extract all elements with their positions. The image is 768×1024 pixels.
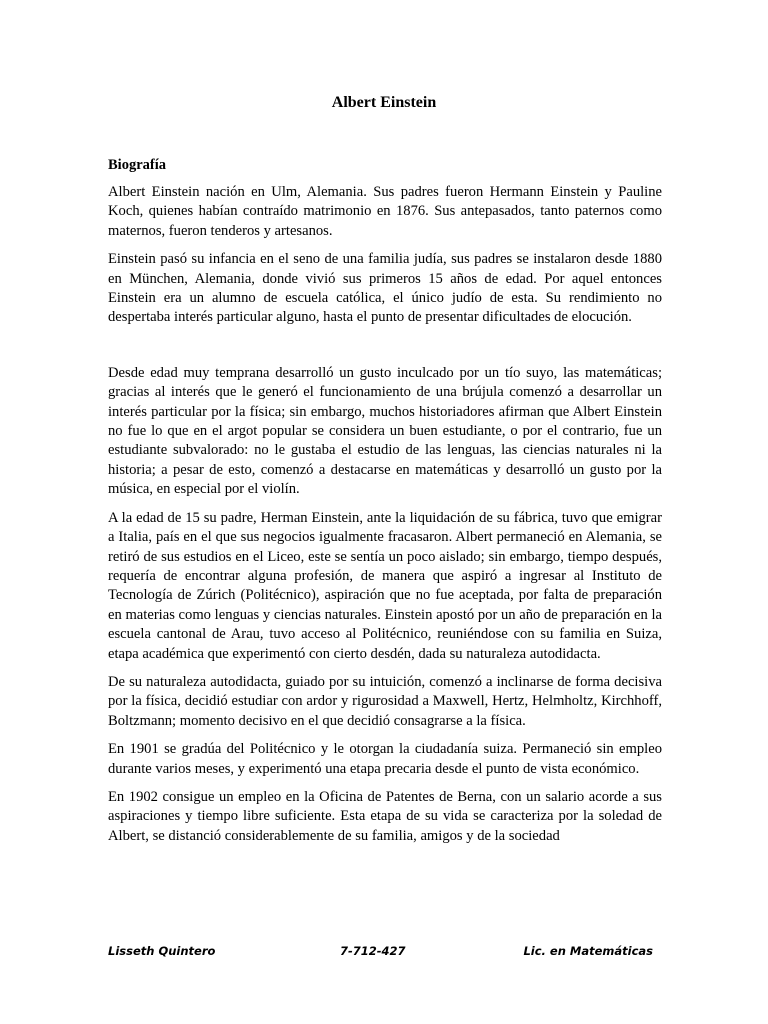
footer-degree: Lic. en Matemáticas xyxy=(523,944,653,958)
paragraph: Einstein pasó su infancia en el seno de una familia judía, sus padres se instalaron desde 1880 en München, Alemania, donde vivió sus primeros 15 años de edad. Por aquel entonces Einstein era un alumno de escuela católica, el único judío de esta. Su rendimiento no despertaba interés particular alguno, hasta el punto de presentar dificultades de elocución. xyxy=(108,251,662,326)
page-footer xyxy=(108,944,653,962)
footer-author: Lisseth Quintero xyxy=(108,944,216,958)
section-heading: Biografía xyxy=(108,157,166,173)
paragraph: En 1902 consigue un empleo en la Oficina de Patentes de Berna, con un salario acorde a sus aspiraciones y tiempo libre suficiente. Esta etapa de su vida se caracteriza por la soledad de Albert, se distanció considerablemente de su familia, amigos y de la sociedad xyxy=(108,788,662,844)
paragraph: Desde edad muy temprana desarrolló un gusto inculcado por un tío suyo, las matemáticas; gracias al interés que le generó el funcionamiento de una brújula comenzó a desarrollar un interés particular por la física; sin embargo, muchos historiadores afirman que Albert Einstein no fue lo que en el argot popular se considera un buen estudiante, o por el contrario, fue un estudiante subvalorado: no le gustaba el estudio de las lenguas, las ciencias naturales ni la historia; a pesar de esto, comenzó a destacarse en matemáticas y desarrolló un gusto por la música, en especial por el violín. xyxy=(108,364,662,498)
paragraph: A la edad de 15 su padre, Herman Einstein, ante la liquidación de su fábrica, tuvo que emigrar a Italia, país en el que sus negocios igualmente fracasaron. Albert permaneció en Alemania, se retiró de sus estudios en el Liceo, este se sentía un poco aislado; sin embargo, tiempo después, requería de encontrar alguna profesión, de manera que aspiró a ingresar al Instituto de Tecnología de Zúrich (Politécnico), aspiración que no fue aceptada, por falta de preparación en materias como lenguas y ciencias naturales. Einstein apostó por un año de preparación en la escuela cantonal de Arau, tuvo acceso al Politécnico, reuniéndose con su familia en Suiza, etapa académica que experimentó con cierto desdén, dada su naturaleza autodidacta. xyxy=(108,509,662,662)
paragraph: En 1901 se gradúa del Politécnico y le otorgan la ciudadanía suiza. Permaneció sin empleo durante varios meses, y experimentó una etapa precaria desde el punto de vista económico. xyxy=(108,741,662,777)
footer-id-number: 7-712-427 xyxy=(340,944,406,958)
document-title: Albert Einstein xyxy=(331,94,437,111)
paragraph: De su naturaleza autodidacta, guiado por su intuición, comenzó a inclinarse de forma decisiva por la física, decidió estudiar con ardor y rigurosidad a Maxwell, Hertz, Helmholtz, Kirchhoff, Boltzmann; momento decisivo en el que decidió consagrarse a la física. xyxy=(108,673,662,729)
paragraph: Albert Einstein nación en Ulm, Alemania. Sus padres fueron Hermann Einstein y Pauline Koch, quienes habían contraído matrimonio en 1876. Sus antepasados, tanto paternos como maternos, fueron tenderos y artesanos. xyxy=(108,184,662,239)
document-body xyxy=(108,183,662,855)
